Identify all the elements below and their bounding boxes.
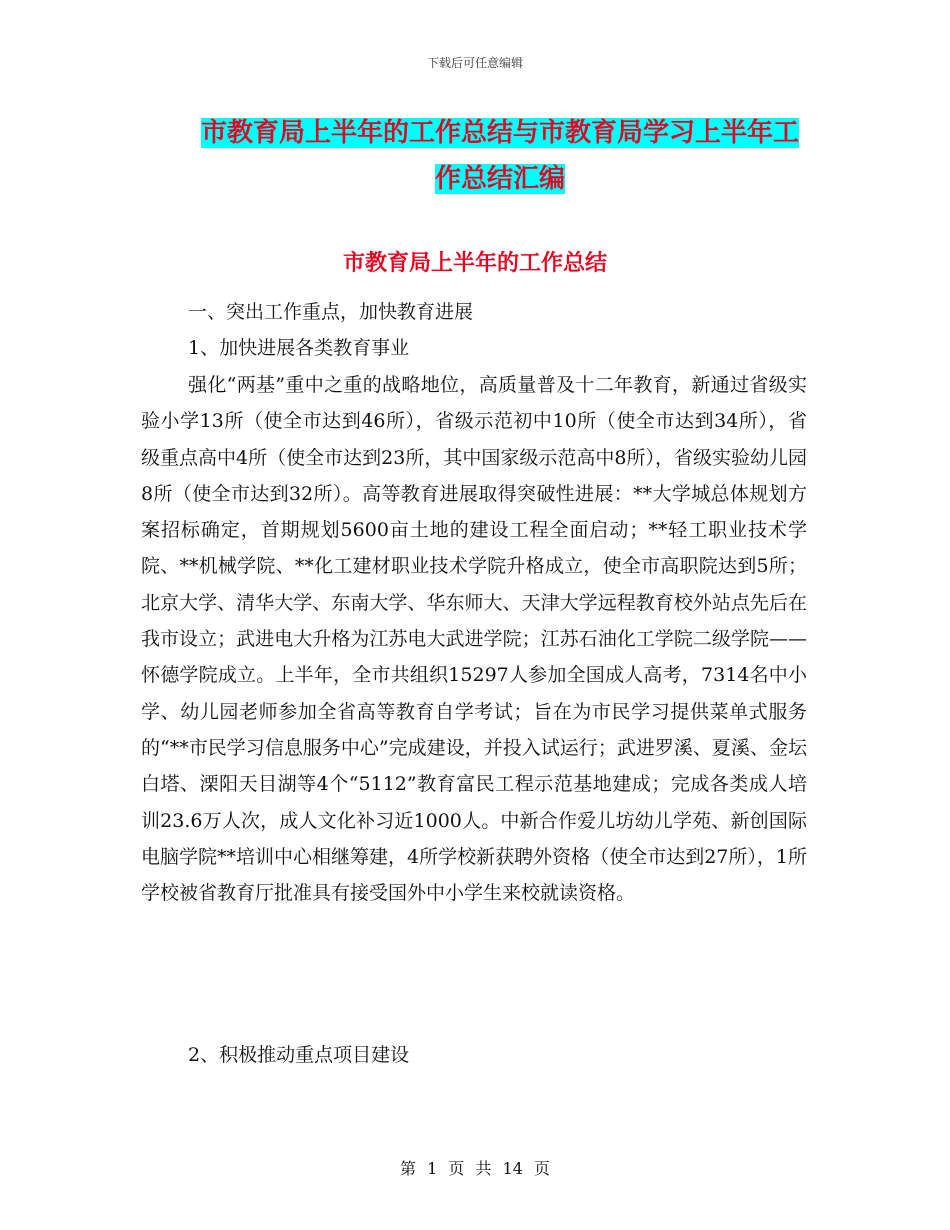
page-header-note: 下载后可任意编辑 — [426, 56, 523, 70]
heading-level-1: 一、突出工作重点，加快教育进展 — [188, 301, 474, 323]
body-paragraph: 强化“两基”重中之重的战略地位，高质量普及十二年教育，新通过省级实验小学13所（使全市达到46所），省级示范初中10所（使全市达到34所），省级重点高中4所（使全市达到23所，其中国家级示范高中8所），省级实验幼儿园8所（使全市达到32所）。高等教育进展取得突破性进展：**大学城总体规划方案招标确定，首期规划5600亩土地的建设工程全面启动；**轻工职业技术学院、**机械学院、**化工建材职业技术学院升格成立，使全市高职院达到5所；北京大学、清华大学、东南大学、华东师大、天津大学远程教育校外站点先后在我市设立；武进电大升格为江苏电大武进学院；江苏石油化工学院二级学院——怀德学院成立。上半年，全市共组织15297人参加全国成人高考，7314名中小学、幼儿园老师参加全省高等教育自学考试；旨在为市民学习提供菜单式服务的“**市民学习信息服务中心”完成建设，并投入试运行；武进罗溪、夏溪、金坛白塔、溧阳天目湖等4个“5112”教育富民工程示范基地建成；完成各类成人培训23.6万人次，成人文化补习近1000人。中新合作爱儿坊幼儿学苑、新创国际电脑学院**培训中心相继筹建，4所学校新获聘外资格（使全市达到27所），1所学校被省教育厅批准具有接受国外中小学生来校就读资格。 — [141, 374, 807, 905]
document-title-line-1: 市教育局上半年的工作总结与市教育局学习上半年工 — [200, 118, 799, 148]
document-title — [185, 110, 815, 202]
subheading-1: 1、加快进展各类教育事业 — [188, 337, 410, 359]
subheading-2: 2、积极推动重点项目建设 — [188, 1044, 410, 1066]
document-title-line-2: 作总结汇编 — [434, 164, 565, 194]
page-number-footer: 第 1 页 共 14 页 — [400, 1159, 550, 1178]
section-title: 市教育局上半年的工作总结 — [342, 251, 607, 276]
